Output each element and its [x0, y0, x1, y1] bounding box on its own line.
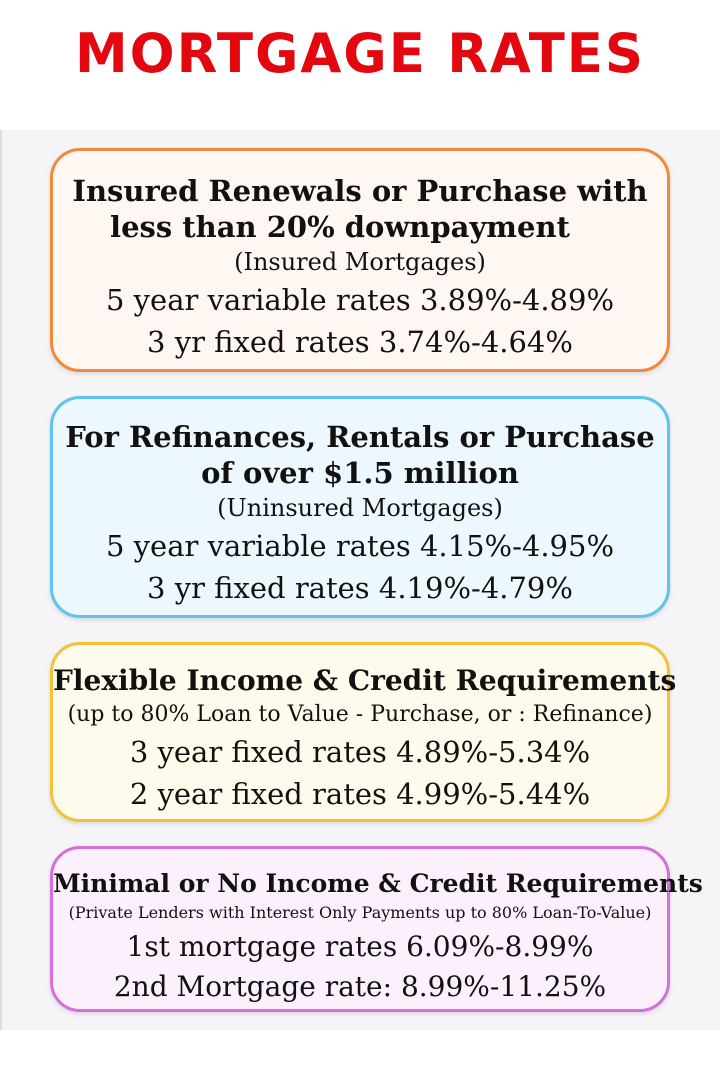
private-lenders-card	[50, 846, 703, 1012]
variable-rate: 5 year variable rates 4.15%-4.95%	[105, 529, 615, 563]
card-heading-line-2: less than 20% downpayment	[110, 210, 570, 244]
two-year-fixed-rate: 2 year fixed rates 4.99%-5.44%	[129, 777, 591, 811]
card-heading: Flexible Income & Credit Requirements	[53, 664, 677, 697]
card-subtitle: (Private Lenders with Interest Only Payments up to 80% Loan-To-Value)	[68, 903, 652, 922]
three-year-fixed-rate: 3 year fixed rates 4.89%-5.34%	[129, 735, 591, 769]
card-subtitle: (Uninsured Mortgages)	[217, 494, 503, 522]
fixed-rate: 3 yr fixed rates 4.19%-4.79%	[147, 571, 573, 605]
card-heading-line-1: Insured Renewals or Purchase with	[72, 174, 648, 208]
card-heading-line-2: of over $1.5 million	[201, 456, 519, 490]
first-mortgage-rate: 1st mortgage rates 6.09%-8.99%	[126, 930, 594, 963]
uninsured-mortgages-card	[50, 396, 670, 618]
second-mortgage-rate: 2nd Mortgage rate: 8.99%-11.25%	[113, 970, 607, 1003]
variable-rate: 5 year variable rates 3.89%-4.89%	[105, 283, 615, 317]
flexible-income-card	[50, 642, 677, 822]
card-heading: Minimal or No Income & Credit Requirements	[53, 869, 703, 898]
card-heading-line-1: For Refinances, Rentals or Purchase	[65, 420, 655, 454]
page-title: MORTGAGE RATES	[75, 22, 645, 85]
fixed-rate: 3 yr fixed rates 3.74%-4.64%	[147, 325, 573, 359]
card-subtitle: (up to 80% Loan to Value - Purchase, or : Refinance)	[67, 702, 653, 727]
insured-mortgages-card	[50, 148, 670, 372]
card-subtitle: (Insured Mortgages)	[234, 248, 486, 276]
